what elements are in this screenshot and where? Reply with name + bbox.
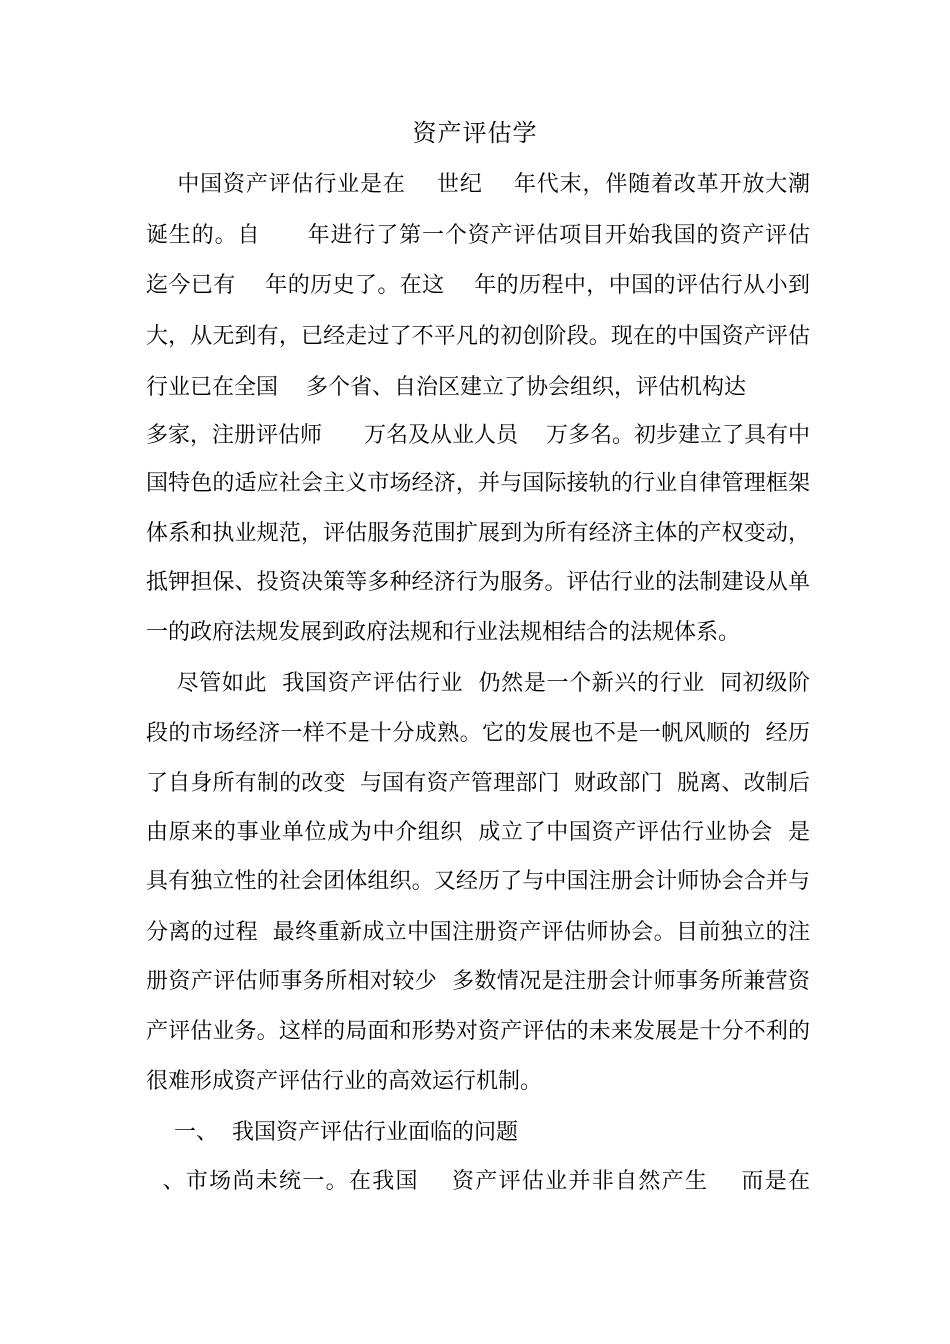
text-line-14: 由原来的事业单位成为中介组织 成立了中国资产评估行业协会 是 (146, 820, 810, 845)
text-line-16: 分离的过程 最终重新成立中国注册资产评估师协会。目前独立的注 (146, 920, 810, 945)
text-line-10: 一的政府法规发展到政府法规和行业法规相结合的法规体系。 (146, 620, 741, 645)
text-line-19: 很难形成资产评估行业的高效运行机制。 (146, 1069, 543, 1094)
text-line-2: 诞生的。自 年进行了第一个资产评估项目开始我国的资产评估 (146, 223, 810, 248)
section-heading: 一、 我国资产评估行业面临的问题 (146, 1120, 518, 1145)
text-line-3: 迄今已有 年的历史了。在这 年的历程中，中国的评估行从小到 (146, 273, 810, 298)
text-line-1: 中国资产评估行业是在 世纪 年代末，伴随着改革开放大潮 (146, 172, 810, 197)
text-line-8: 体系和执业规范，评估服务范围扩展到为所有经济主体的产权变动， (146, 521, 810, 546)
text-line-13: 了自身所有制的改变 与国有资产管理部门 财政部门 脱离、改制后 (146, 771, 810, 796)
text-line-7: 国特色的适应社会主义市场经济，并与国际接轨的行业自律管理框架 (146, 471, 810, 496)
page-title: 资产评估学 (412, 119, 538, 147)
text-line-15: 具有独立性的社会团体组织。又经历了与中国注册会计师协会合并与 (146, 869, 810, 894)
text-line-12: 段的市场经济一样不是十分成熟。它的发展也不是一帆风顺的 经历 (146, 721, 810, 746)
text-line-4: 大，从无到有，已经走过了不平凡的初创阶段。现在的中国资产评估 (146, 324, 810, 349)
text-line-18: 产评估业务。这样的局面和形势对资产评估的未来发展是十分不利的 (146, 1019, 810, 1044)
text-line-6: 多家，注册评估师 万名及从业人员 万多名。初步建立了具有中 (146, 423, 810, 448)
text-line-11: 尽管如此 我国资产评估行业 仍然是一个新兴的行业 同初级阶 (146, 671, 810, 696)
text-line-21: 、市场尚未统一。在我国 资产评估业并非自然产生 而是在 (146, 1169, 810, 1194)
text-line-17: 册资产评估师事务所相对较少 多数情况是注册会计师事务所兼营资 (146, 969, 810, 994)
text-line-5: 行业已在全国 多个省、自治区建立了协会组织，评估机构达 (146, 375, 746, 400)
text-line-9: 抵钾担保、投资决策等多种经济行为服务。评估行业的法制建设从单 (146, 570, 810, 595)
